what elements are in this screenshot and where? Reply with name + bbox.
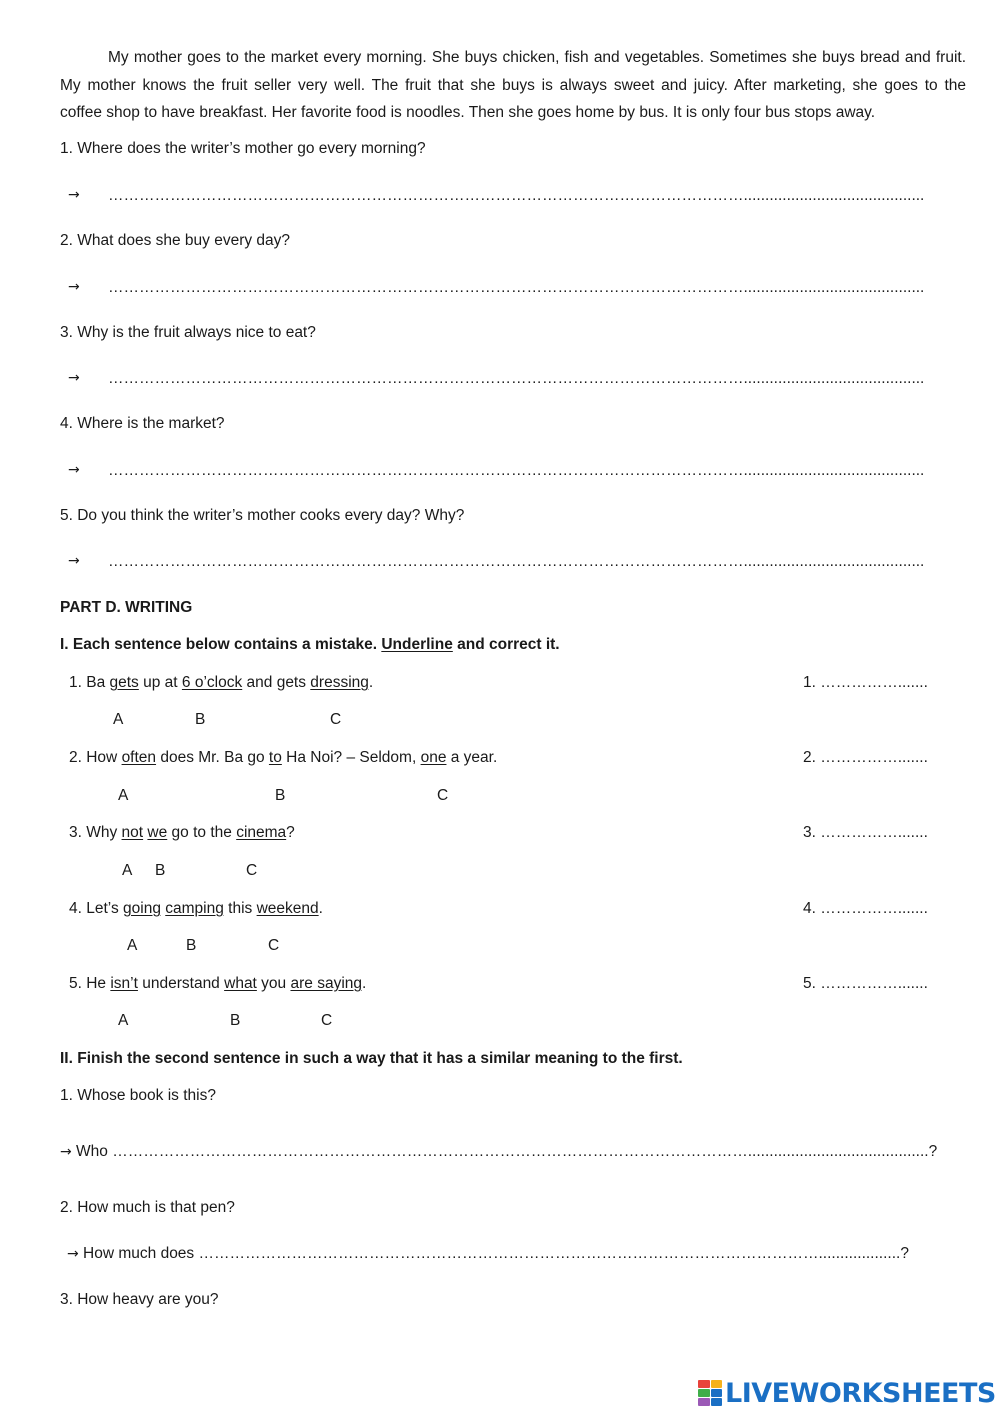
logo-tile xyxy=(698,1398,710,1406)
option-label-c: C xyxy=(268,937,280,954)
arrow-icon: → xyxy=(68,187,80,203)
answer-blank[interactable]: 1. ……………....... xyxy=(803,674,928,691)
mistake-sentence xyxy=(69,749,497,767)
option-a-text[interactable]: going xyxy=(123,900,161,917)
sentence-text: does Mr. Ba go xyxy=(156,749,269,766)
arrow-icon: → xyxy=(68,462,80,478)
liveworksheets-icon xyxy=(698,1380,722,1406)
answer-blank[interactable]: 2. ……………....... xyxy=(803,749,928,766)
option-c-text[interactable]: one xyxy=(420,749,447,766)
sentence-text: Ha Noi? – Seldom, xyxy=(281,749,421,766)
option-b-text[interactable]: we xyxy=(147,824,168,841)
logo-tile xyxy=(698,1389,710,1397)
option-c-text[interactable]: are saying xyxy=(290,975,362,992)
option-label-b: B xyxy=(230,1012,241,1029)
passage-line: My mother goes to the market every morning. She buys chicken, fish and vegetables. Sometimes she buys bread and fruit. xyxy=(108,49,966,66)
sentence-text: this xyxy=(223,900,257,917)
answer-line[interactable]: ……………………………………………………………………………………………………………..........................................? xyxy=(112,1143,938,1160)
logo-tile xyxy=(711,1398,723,1406)
reading-passage xyxy=(60,44,966,127)
sentence-text: a year. xyxy=(446,749,498,766)
option-label-c: C xyxy=(330,711,342,728)
option-c-text[interactable]: cinema xyxy=(236,824,287,841)
arrow-icon: → xyxy=(60,1144,72,1160)
answer-blank[interactable]: 4. ……………....... xyxy=(803,900,928,917)
instruction-underline-word: Underline xyxy=(381,636,453,653)
option-label-c: C xyxy=(321,1012,333,1029)
option-b-text[interactable]: what xyxy=(224,975,257,992)
arrow-icon: → xyxy=(68,370,80,386)
sentence-text: 4. Let’s xyxy=(69,900,124,917)
option-c-text[interactable]: weekend xyxy=(256,900,319,917)
option-b-text[interactable]: 6 o’clock xyxy=(181,674,243,691)
sentence-text: . xyxy=(362,975,367,992)
question-text: 1. Where does the writer’s mother go every morning? xyxy=(60,140,426,157)
sentence-text: and gets xyxy=(242,674,311,691)
answer-line[interactable]: …………………………………………………………………………………………………………….......................................... xyxy=(108,370,925,387)
arrow-icon: → xyxy=(68,553,80,569)
rewrite-question: 2. How much is that pen? xyxy=(60,1199,235,1216)
arrow-icon: → xyxy=(67,1246,79,1262)
option-label-b: B xyxy=(155,862,166,879)
question-text: 3. Why is the fruit always nice to eat? xyxy=(60,324,316,341)
liveworksheets-logo xyxy=(698,1376,996,1410)
option-label-b: B xyxy=(186,937,197,954)
sentence-text: . xyxy=(368,674,374,691)
question-text: 2. What does she buy every day? xyxy=(60,232,291,249)
option-a-text[interactable]: gets xyxy=(109,674,139,691)
sentence-text: up at xyxy=(138,674,182,691)
brand-name: LIVEWORKSHEETS xyxy=(725,1377,996,1409)
option-label-a: A xyxy=(127,937,138,954)
passage-line: My mother knows the fruit seller very well. The fruit that she buys is always sweet and juicy. After marketing, she goes to the xyxy=(60,76,966,94)
question-text: 5. Do you think the writer’s mother cooks every day? Why? xyxy=(60,507,465,524)
option-c-text[interactable]: dressing xyxy=(310,674,369,691)
rewrite-prompt: How much does xyxy=(83,1245,195,1262)
option-b-text[interactable]: to xyxy=(268,749,282,766)
option-label-c: C xyxy=(437,787,449,804)
sentence-text: 3. Why xyxy=(69,824,122,841)
mistake-sentence xyxy=(69,975,366,993)
rewrite-answer-row xyxy=(67,1245,909,1263)
logo-tile xyxy=(711,1380,723,1388)
option-b-text[interactable]: camping xyxy=(165,900,224,917)
mistake-sentence xyxy=(69,824,295,842)
instruction-suffix: and correct it. xyxy=(452,636,560,653)
rewrite-question: 1. Whose book is this? xyxy=(60,1087,216,1104)
option-label-a: A xyxy=(113,711,124,728)
sentence-text: 2. How xyxy=(69,749,122,766)
arrow-icon: → xyxy=(68,279,80,295)
mistake-sentence xyxy=(69,674,373,692)
rewrite-question: 3. How heavy are you? xyxy=(60,1291,219,1308)
sentence-text: 1. Ba xyxy=(69,674,110,691)
mistake-sentence xyxy=(69,900,323,918)
instruction-prefix: I. Each sentence below contains a mistake. xyxy=(60,636,382,653)
option-label-b: B xyxy=(195,711,206,728)
option-label-a: A xyxy=(118,787,129,804)
rewrite-prompt: Who xyxy=(76,1143,108,1160)
option-label-c: C xyxy=(246,862,258,879)
section-instruction: II. Finish the second sentence in such a way that it has a similar meaning to the first. xyxy=(60,1050,683,1067)
question-text: 4. Where is the market? xyxy=(60,415,225,432)
option-a-text[interactable]: isn’t xyxy=(110,975,138,992)
sentence-text: ? xyxy=(286,824,295,841)
passage-line: coffee shop to have breakfast. Her favorite food is noodles. Then she goes home by bus. It is only four bus stops away. xyxy=(60,104,876,121)
answer-line[interactable]: …………………………………………………………………………………………………………….......................................... xyxy=(108,462,925,479)
answer-blank[interactable]: 5. ……………....... xyxy=(803,975,928,992)
section-instruction xyxy=(60,636,560,654)
option-label-a: A xyxy=(122,862,133,879)
sentence-text: . xyxy=(318,900,323,917)
option-a-text[interactable]: often xyxy=(121,749,157,766)
logo-tile xyxy=(698,1380,710,1388)
option-a-text[interactable]: not xyxy=(121,824,144,841)
answer-line[interactable]: …………………………………………………………………………………………………………….......................................... xyxy=(108,553,925,570)
option-label-a: A xyxy=(118,1012,129,1029)
answer-blank[interactable]: 3. ……………....... xyxy=(803,824,928,841)
sentence-text: understand xyxy=(137,975,225,992)
sentence-text: go to the xyxy=(167,824,237,841)
rewrite-answer-row xyxy=(60,1143,937,1161)
answer-line[interactable]: …………………………………………………………………………………………………………….......................................... xyxy=(108,279,925,296)
sentence-text: 5. He xyxy=(69,975,111,992)
sentence-text: you xyxy=(256,975,291,992)
section-title: PART D. WRITING xyxy=(60,599,193,616)
answer-line[interactable]: …………………………………………………………………………………………………………...................? xyxy=(198,1245,909,1262)
logo-tile xyxy=(711,1389,723,1397)
answer-line[interactable]: …………………………………………………………………………………………………………….......................................... xyxy=(108,187,925,204)
option-label-b: B xyxy=(275,787,286,804)
